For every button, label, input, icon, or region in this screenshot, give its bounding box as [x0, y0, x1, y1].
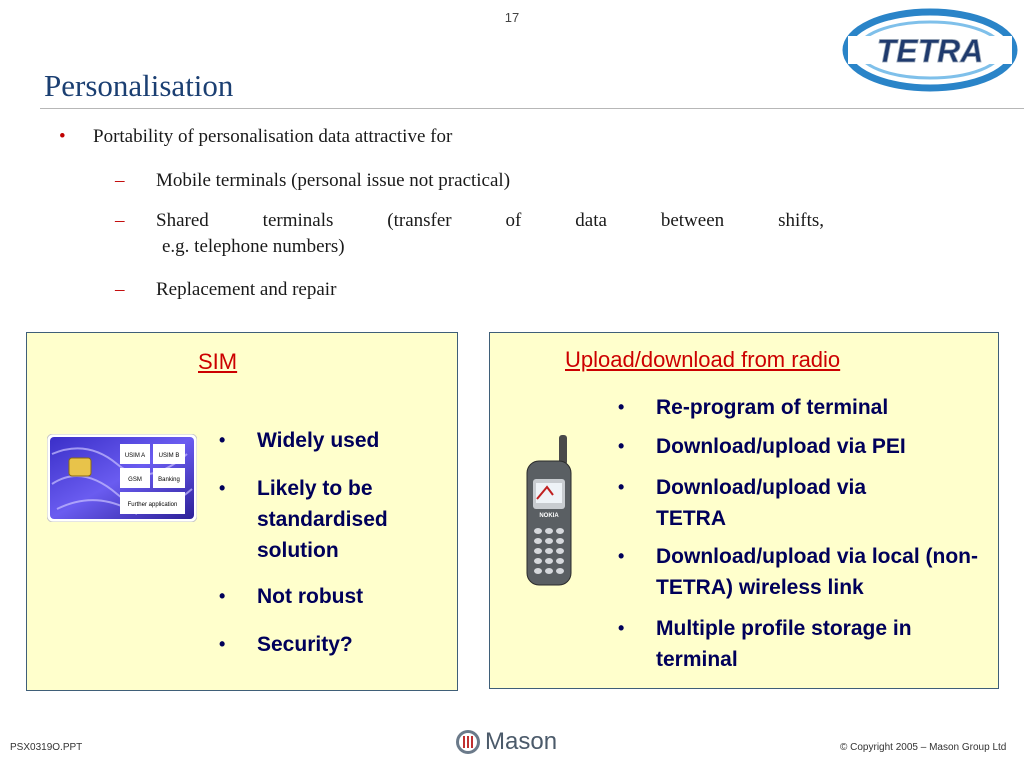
- dash-marker: –: [115, 210, 125, 231]
- svg-text:Banking: Banking: [158, 477, 180, 483]
- slide-title: Personalisation: [44, 68, 234, 103]
- dash-marker: –: [115, 170, 125, 191]
- footer-filename: PSX0319O.PPT: [10, 742, 83, 753]
- main-bullet-text: Portability of personalisation data attractive for: [93, 126, 453, 147]
- mason-brand-text: Mason: [485, 728, 558, 755]
- bullet-marker: •: [618, 397, 625, 417]
- tetra-logo-icon: [840, 4, 1020, 96]
- svg-text:USIM B: USIM B: [158, 453, 180, 459]
- radio-panel: Upload/download from radio NOKIA • Re-program of terminal • Download/upload via PEI • Download/upload via TETRA • Download/upload via local (non-TETRA) wireless link • Multiple profile storage in terminal: [489, 332, 999, 689]
- sim-panel: SIM USIM A USIM B GSM Banking Further application • Widely used • Likely to be standardised solution • Not robust • Security?: [26, 332, 458, 691]
- radio-panel-title: Upload/download from radio: [565, 347, 841, 372]
- svg-text:GSM: GSM: [128, 477, 142, 483]
- mobile-phone-icon: [523, 435, 575, 587]
- svg-text:USIM A: USIM A: [124, 453, 146, 459]
- sub-bullet-2-text: Shared terminals (transfer of data between shifts,: [156, 210, 824, 231]
- bullet-marker: •: [618, 618, 625, 638]
- mason-logo-icon: [455, 729, 481, 755]
- bullet-marker: •: [618, 546, 625, 566]
- bullet-marker: •: [219, 430, 226, 450]
- svg-text:Further application: Further application: [127, 502, 178, 508]
- title-divider: [40, 108, 1024, 109]
- dash-marker: –: [115, 279, 125, 300]
- sim-card-icon: [47, 434, 197, 522]
- sub-bullet-2-continuation: e.g. telephone numbers): [162, 236, 345, 257]
- bullet-marker: •: [618, 436, 625, 456]
- bullet-marker: •: [219, 478, 226, 498]
- bullet-marker: •: [219, 634, 226, 654]
- footer-copyright: © Copyright 2005 – Mason Group Ltd: [840, 742, 1007, 753]
- svg-text:NOKIA: NOKIA: [539, 513, 559, 519]
- sim-panel-title: SIM: [198, 349, 238, 374]
- bullet-marker: •: [219, 586, 226, 606]
- sub-bullet-1-text: Mobile terminals (personal issue not practical): [156, 170, 511, 191]
- sub-bullet-3-text: Replacement and repair: [156, 279, 337, 300]
- bullet-marker: •: [59, 126, 66, 147]
- page-number: 17: [504, 10, 520, 25]
- bullet-marker: •: [618, 477, 625, 497]
- tetra-logo-text: TETRA: [876, 33, 984, 69]
- mason-logo: [455, 728, 557, 756]
